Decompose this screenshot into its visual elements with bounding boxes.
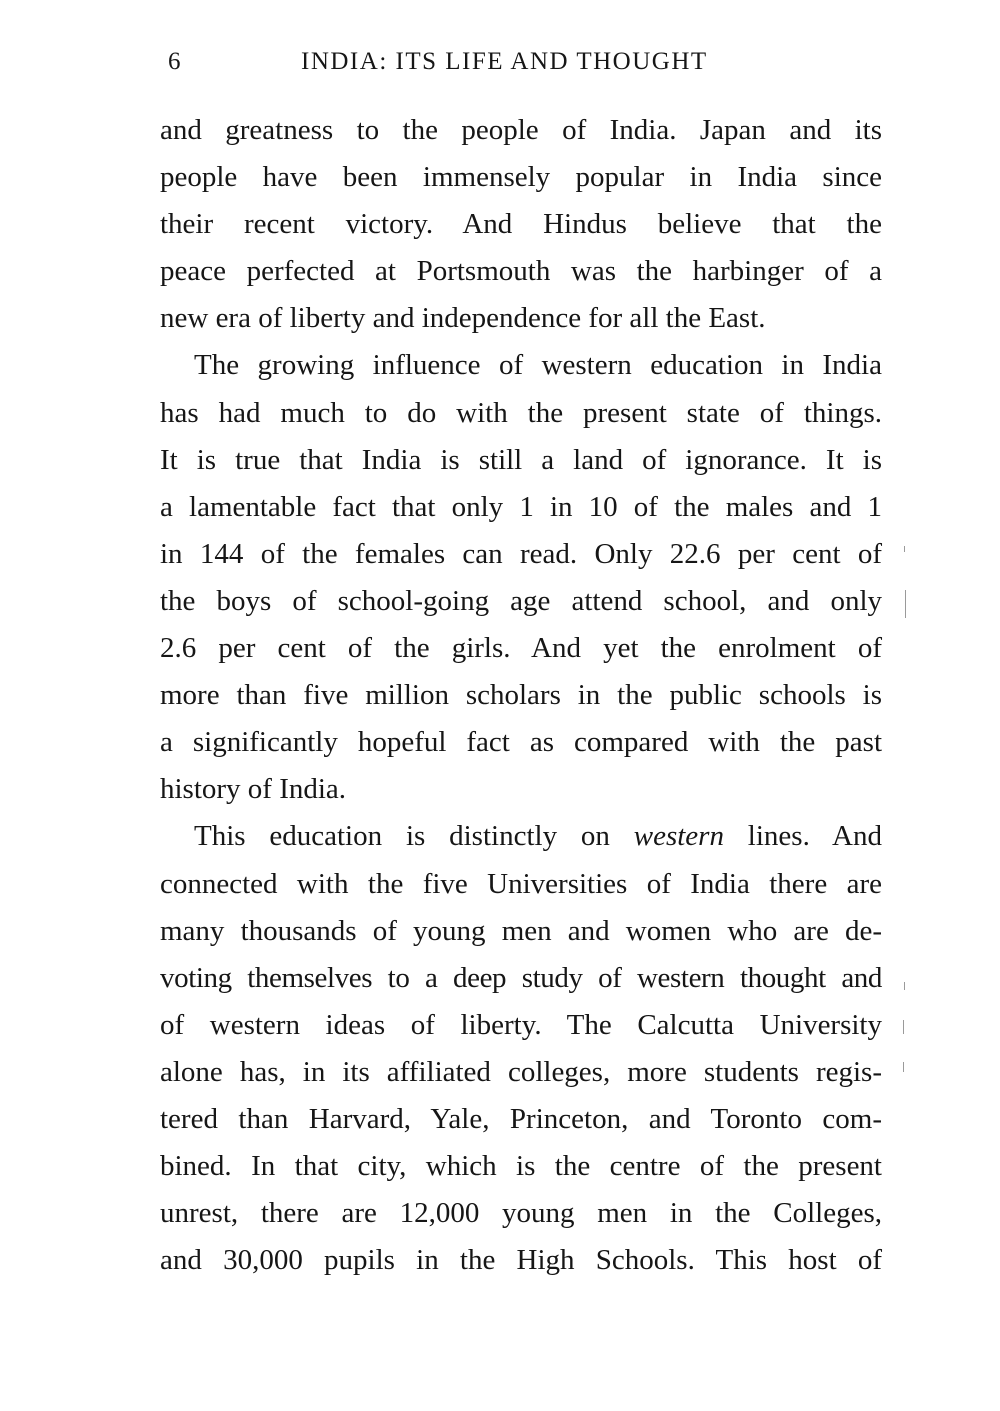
text-line: peace perfected at Portsmouth was the harbinger of a — [160, 255, 882, 288]
scan-mark — [903, 1062, 904, 1072]
text-line — [160, 813, 882, 860]
paragraph-2 — [160, 342, 882, 813]
text-line: 2.6 per cent of the girls. And yet the enrolment of — [160, 632, 882, 665]
scan-mark — [903, 1020, 904, 1034]
scan-mark — [905, 590, 906, 618]
scan-mark — [904, 546, 905, 552]
text-line: a lamentable fact that only 1 in 10 of the males and 1 — [160, 490, 882, 523]
text-line: It is true that India is still a land of ignorance. It is — [160, 443, 882, 476]
running-head — [160, 48, 884, 82]
text-run: This education is distinctly on — [194, 820, 634, 853]
text-line: the boys of school-going age attend school, and only — [160, 584, 882, 617]
text-line: alone has, in its affiliated colleges, more students regis- — [160, 1055, 882, 1088]
text-line: a significantly hopeful fact as compared with the past — [160, 726, 882, 759]
text-line: bined. In that city, which is the centre of the present — [160, 1150, 882, 1183]
emphasis-word: western — [633, 820, 724, 853]
paragraph-1 — [160, 107, 882, 342]
body-text — [160, 107, 882, 1284]
text-line: of western ideas of liberty. The Calcutta University — [160, 1008, 882, 1041]
text-run: lines. And — [723, 820, 882, 853]
text-line: voting themselves to a deep study of western thought and — [160, 961, 882, 994]
text-line: unrest, there are 12,000 young men in the Colleges, — [160, 1197, 882, 1230]
text-line: history of India. — [160, 773, 347, 806]
text-line: tered than Harvard, Yale, Princeton, and Toronto com- — [160, 1102, 882, 1135]
text-line: and greatness to the people of India. Japan and its — [160, 114, 882, 146]
page-number: 6 — [168, 48, 182, 75]
paragraph-3 — [160, 813, 882, 1284]
text-line: people have been immensely popular in India since — [160, 161, 882, 194]
text-line: The growing influence of western education in India — [194, 349, 882, 382]
scan-mark — [904, 982, 905, 990]
text-line: connected with the five Universities of India there are — [160, 867, 882, 900]
running-title: INDIA: ITS LIFE AND THOUGHT — [301, 48, 708, 75]
text-line: and 30,000 pupils in the High Schools. This host of — [160, 1244, 882, 1277]
text-line: more than five million scholars in the public schools is — [160, 679, 882, 712]
text-line: has had much to do with the present state of things. — [160, 396, 882, 429]
text-line: new era of liberty and independence for all the East. — [160, 302, 766, 335]
text-line: their recent victory. And Hindus believe that the — [160, 208, 882, 241]
text-line: in 144 of the females can read. Only 22.6 per cent of — [160, 537, 882, 570]
text-line: many thousands of young men and women who are de- — [160, 914, 882, 947]
